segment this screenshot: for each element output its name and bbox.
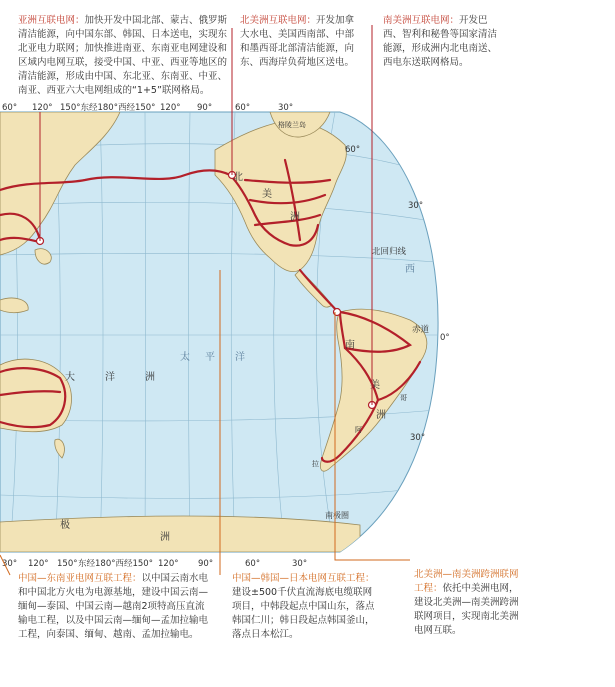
svg-text:30°: 30° <box>278 103 294 113</box>
callout-north-south-america-body: 依托中美洲电网，建设北美洲—南美洲跨洲联网项目，实现南北美洲电网互联。 <box>414 583 519 636</box>
callout-china-southeast-asia-body: 以中国云南水电和中国北方火电为电源基地，建设中国云南—缅甸—泰国、中国云南—越南2项特高压直流输电工程，以及中国云南—缅甸—孟加拉输电工程，向泰国、缅甸、越南、孟加拉输电。 <box>18 573 209 640</box>
svg-text:60°: 60° <box>245 559 261 569</box>
svg-text:北: 北 <box>233 172 243 183</box>
callout-north-south-america-title: 北美洲—南美洲跨洲联网工程： <box>414 569 519 594</box>
svg-text:洋: 洋 <box>235 352 245 363</box>
svg-text:哥: 哥 <box>400 394 407 402</box>
callout-north-america-body: 开发加拿大水电、美国西南部、中部和墨西哥北部清洁能源，向东、西海岸负荷地区送电。 <box>240 15 355 68</box>
svg-text:南极圈: 南极圈 <box>325 511 349 520</box>
svg-text:赤道: 赤道 <box>412 325 430 335</box>
svg-text:东经180°西经150°: 东经180°西经150° <box>78 559 153 569</box>
callout-china-korea-japan-body: 建设±500千伏直流海底电缆联网项目，中韩段起点中国山东，落点韩国仁川；韩日段起点韩国釜山，落点日本松江。 <box>232 587 375 640</box>
svg-text:120°: 120° <box>32 103 53 113</box>
svg-text:格陵兰岛: 格陵兰岛 <box>278 121 306 129</box>
callout-china-southeast-asia-title: 中国—东南亚电网互联工程： <box>18 573 142 584</box>
longitude-labels-bottom <box>2 558 307 569</box>
svg-text:太: 太 <box>180 352 190 363</box>
callout-china-korea-japan <box>232 572 377 642</box>
callout-asia-grid <box>18 14 228 98</box>
svg-text:150°东经180°西经150°: 150°东经180°西经150° <box>60 103 156 113</box>
svg-text:南: 南 <box>345 340 355 351</box>
svg-text:北回归线: 北回归线 <box>372 247 407 257</box>
svg-text:洲: 洲 <box>145 372 155 383</box>
svg-text:阿: 阿 <box>355 426 362 434</box>
svg-text:拉: 拉 <box>312 460 319 468</box>
svg-text:平: 平 <box>205 352 215 363</box>
svg-text:大: 大 <box>65 372 75 383</box>
callout-china-southeast-asia <box>18 572 214 642</box>
callout-south-america-body: 开发巴西、智利和秘鲁等国家清洁能源，形成洲内北电南送、西电东送联网格局。 <box>383 15 498 68</box>
svg-text:30°: 30° <box>410 433 426 443</box>
svg-text:60°: 60° <box>345 145 361 155</box>
svg-text:极: 极 <box>60 520 70 531</box>
svg-text:150°: 150° <box>57 559 78 569</box>
svg-text:30°: 30° <box>292 559 308 569</box>
callout-asia-body: 加快开发中国北部、蒙古、俄罗斯清洁能源，向中国东部、韩国、日本送电，实现东北亚电力联网；加快推进南亚、东南亚电网建设和区域内电网互联，接受中国、中亚、西亚等地区的清洁能源，形成由中国、东北亚、东南亚、中亚、南亚、西亚六大电网组成的“1+5”联网格局。 <box>18 15 228 96</box>
svg-text:洋: 洋 <box>105 372 115 383</box>
svg-text:30°: 30° <box>408 201 424 211</box>
svg-text:美: 美 <box>370 380 380 391</box>
svg-text:60°: 60° <box>2 103 18 113</box>
svg-text:30°: 30° <box>2 559 18 569</box>
longitude-labels-top <box>2 102 293 113</box>
callout-north-south-america <box>414 568 526 638</box>
svg-text:西: 西 <box>405 264 415 275</box>
callout-china-korea-japan-title: 中国—韩国—日本电网互联工程： <box>232 573 375 584</box>
svg-text:120°: 120° <box>28 559 49 569</box>
callout-south-america-title: 南美洲互联电网： <box>383 15 460 26</box>
callout-north-america-grid <box>240 14 362 70</box>
svg-text:120°: 120° <box>158 559 179 569</box>
callout-asia-title: 亚洲互联电网： <box>18 15 85 26</box>
svg-text:美: 美 <box>262 189 272 200</box>
svg-text:90°: 90° <box>197 103 213 113</box>
callout-south-america-grid <box>383 14 501 70</box>
callout-north-america-title: 北美洲互联电网： <box>240 15 317 26</box>
svg-text:洲: 洲 <box>376 410 386 421</box>
svg-text:洲: 洲 <box>160 532 170 543</box>
svg-text:60°: 60° <box>235 103 251 113</box>
svg-text:洲: 洲 <box>290 212 300 223</box>
svg-text:90°: 90° <box>198 559 214 569</box>
svg-text:120°: 120° <box>160 103 181 113</box>
svg-text:0°: 0° <box>440 333 450 343</box>
